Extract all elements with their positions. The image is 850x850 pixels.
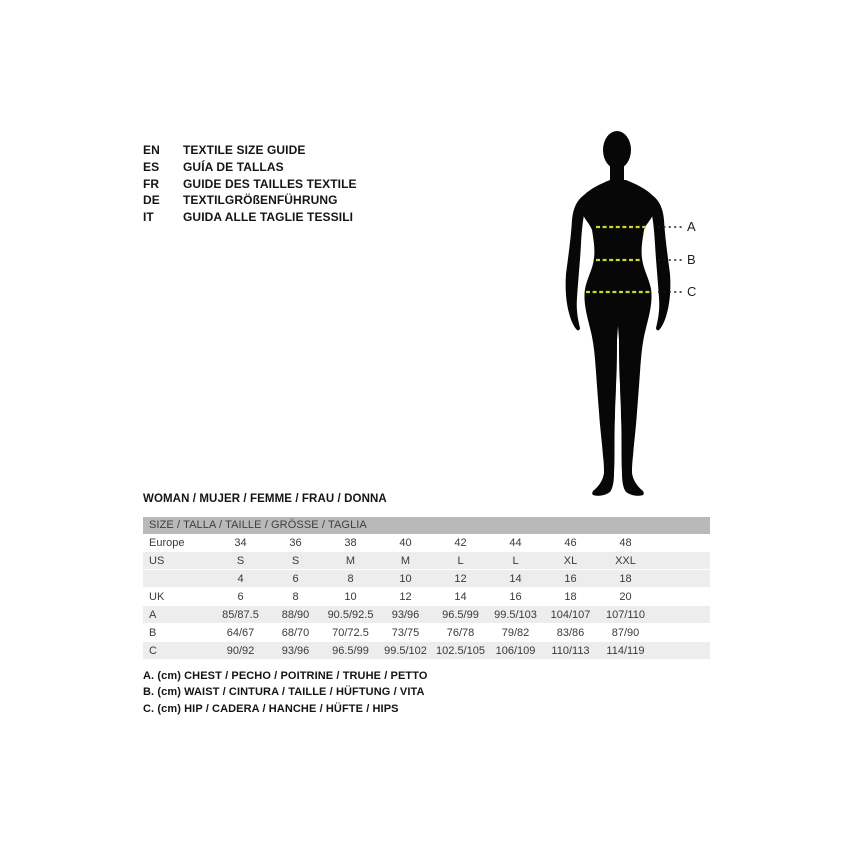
measurement-note-chest: A. (cm) CHEST / PECHO / POITRINE / TRUHE / PETTO [143, 670, 428, 682]
section-title: WOMAN / MUJER / FEMME / FRAU / DONNA [143, 493, 387, 505]
table-cell: 79/82 [501, 626, 530, 639]
woman-silhouette [530, 110, 730, 510]
row-label: UK [149, 590, 165, 603]
table-cell: 44 [509, 536, 522, 549]
table-cell: S [236, 554, 245, 567]
table-cell: 114/119 [606, 644, 645, 657]
table-cell: 6 [237, 590, 244, 603]
table-cell: 110/113 [551, 644, 590, 657]
table-cell: 87/90 [611, 626, 640, 639]
row-label: A [149, 608, 157, 621]
table-cell: 38 [344, 536, 357, 549]
table-cell: 48 [619, 536, 632, 549]
language-row-de [143, 192, 357, 209]
table-cell: 14 [454, 590, 467, 603]
row-label: Europe [149, 536, 185, 549]
table-cell: 73/75 [391, 626, 420, 639]
language-title: GUIDE DES TAILLES TEXTILE [183, 176, 357, 191]
table-cell: 20 [619, 590, 632, 603]
table-cell: 8 [347, 572, 354, 585]
table-cell: XXL [615, 554, 636, 567]
table-cell: 16 [564, 572, 577, 585]
measurement-note-waist: B. (cm) WAIST / CINTURA / TAILLE / HÜFTUNG / VITA [143, 686, 425, 699]
table-cell: 90/92 [226, 644, 255, 657]
language-row-it [143, 209, 357, 226]
language-title: TEXTILGRÖßENFÜHRUNG [183, 193, 338, 208]
row-label: US [149, 554, 165, 567]
table-cell: 8 [292, 590, 299, 603]
table-cell: 12 [454, 572, 467, 585]
language-title-list [143, 142, 357, 226]
size-table-body [143, 534, 710, 660]
table-row-a [143, 606, 710, 624]
table-cell: 64/67 [226, 626, 255, 639]
marker-label-waist: B [687, 252, 696, 267]
language-code: ES [143, 159, 160, 174]
table-cell: 96.5/99 [332, 644, 369, 657]
table-cell: 34 [234, 536, 247, 549]
table-cell: 107/110 [606, 608, 645, 621]
table-cell: 106/109 [495, 644, 536, 657]
table-cell: 96.5/99 [442, 608, 479, 621]
size-table [143, 517, 710, 660]
table-cell: 104/107 [550, 608, 591, 621]
table-cell: 76/78 [446, 626, 475, 639]
table-row-c [143, 642, 710, 660]
table-cell: 16 [509, 590, 522, 603]
row-label: C [149, 644, 157, 657]
table-row-uk [143, 588, 710, 606]
table-cell: S [291, 554, 300, 567]
measurement-notes [143, 668, 428, 717]
language-code: EN [143, 143, 160, 157]
table-cell: 10 [399, 572, 412, 585]
marker-label-chest: A [687, 219, 696, 234]
table-cell: 93/96 [391, 608, 420, 621]
table-cell: 70/72.5 [332, 626, 369, 639]
table-cell: 46 [564, 536, 577, 549]
table-cell: 99.5/102 [384, 644, 427, 657]
language-row-es [143, 159, 357, 176]
table-cell: 18 [619, 572, 632, 585]
table-cell: 18 [564, 590, 577, 603]
table-cell: 6 [292, 572, 299, 585]
table-cell: XL [563, 554, 578, 567]
table-cell: L [457, 554, 464, 567]
language-row-en [143, 142, 357, 159]
table-cell: 99.5/103 [494, 608, 537, 621]
marker-label-hip: C [687, 284, 697, 299]
table-cell: 90.5/92.5 [327, 608, 374, 621]
table-cell: 42 [454, 536, 467, 549]
table-cell: 36 [289, 536, 302, 549]
table-cell: 68/70 [281, 626, 310, 639]
table-cell: M [345, 554, 356, 567]
table-row-us [143, 552, 710, 570]
language-code: FR [143, 176, 160, 191]
table-cell: M [400, 554, 411, 567]
table-row-us-numeric [143, 570, 710, 588]
table-cell: 4 [237, 572, 244, 585]
row-label: B [149, 626, 157, 639]
silhouette-shapes [566, 131, 671, 496]
language-row-fr [143, 176, 357, 193]
table-cell: 12 [399, 590, 412, 603]
table-cell: 88/90 [281, 608, 310, 621]
language-title: GUÍA DE TALLAS [183, 159, 284, 174]
table-cell: 40 [399, 536, 412, 549]
language-title: TEXTILE SIZE GUIDE [183, 143, 306, 157]
table-cell: L [512, 554, 519, 567]
table-cell: 14 [509, 572, 522, 585]
language-title: GUIDA ALLE TAGLIE TESSILI [183, 210, 354, 225]
table-cell: 93/96 [281, 644, 310, 657]
size-table-header: SIZE / TALLA / TAILLE / GRÖSSE / TAGLIA [143, 517, 710, 534]
table-cell: 85/87.5 [222, 608, 259, 621]
table-cell: 102.5/105 [436, 644, 485, 657]
measurement-note-hip: C. (cm) HIP / CADERA / HANCHE / HÜFTE / HIPS [143, 702, 399, 715]
language-code: IT [143, 210, 154, 225]
table-row-b [143, 624, 710, 642]
table-cell: 83/86 [556, 626, 585, 639]
table-cell: 10 [344, 590, 357, 603]
language-code: DE [143, 193, 160, 208]
table-row-europe [143, 534, 710, 552]
